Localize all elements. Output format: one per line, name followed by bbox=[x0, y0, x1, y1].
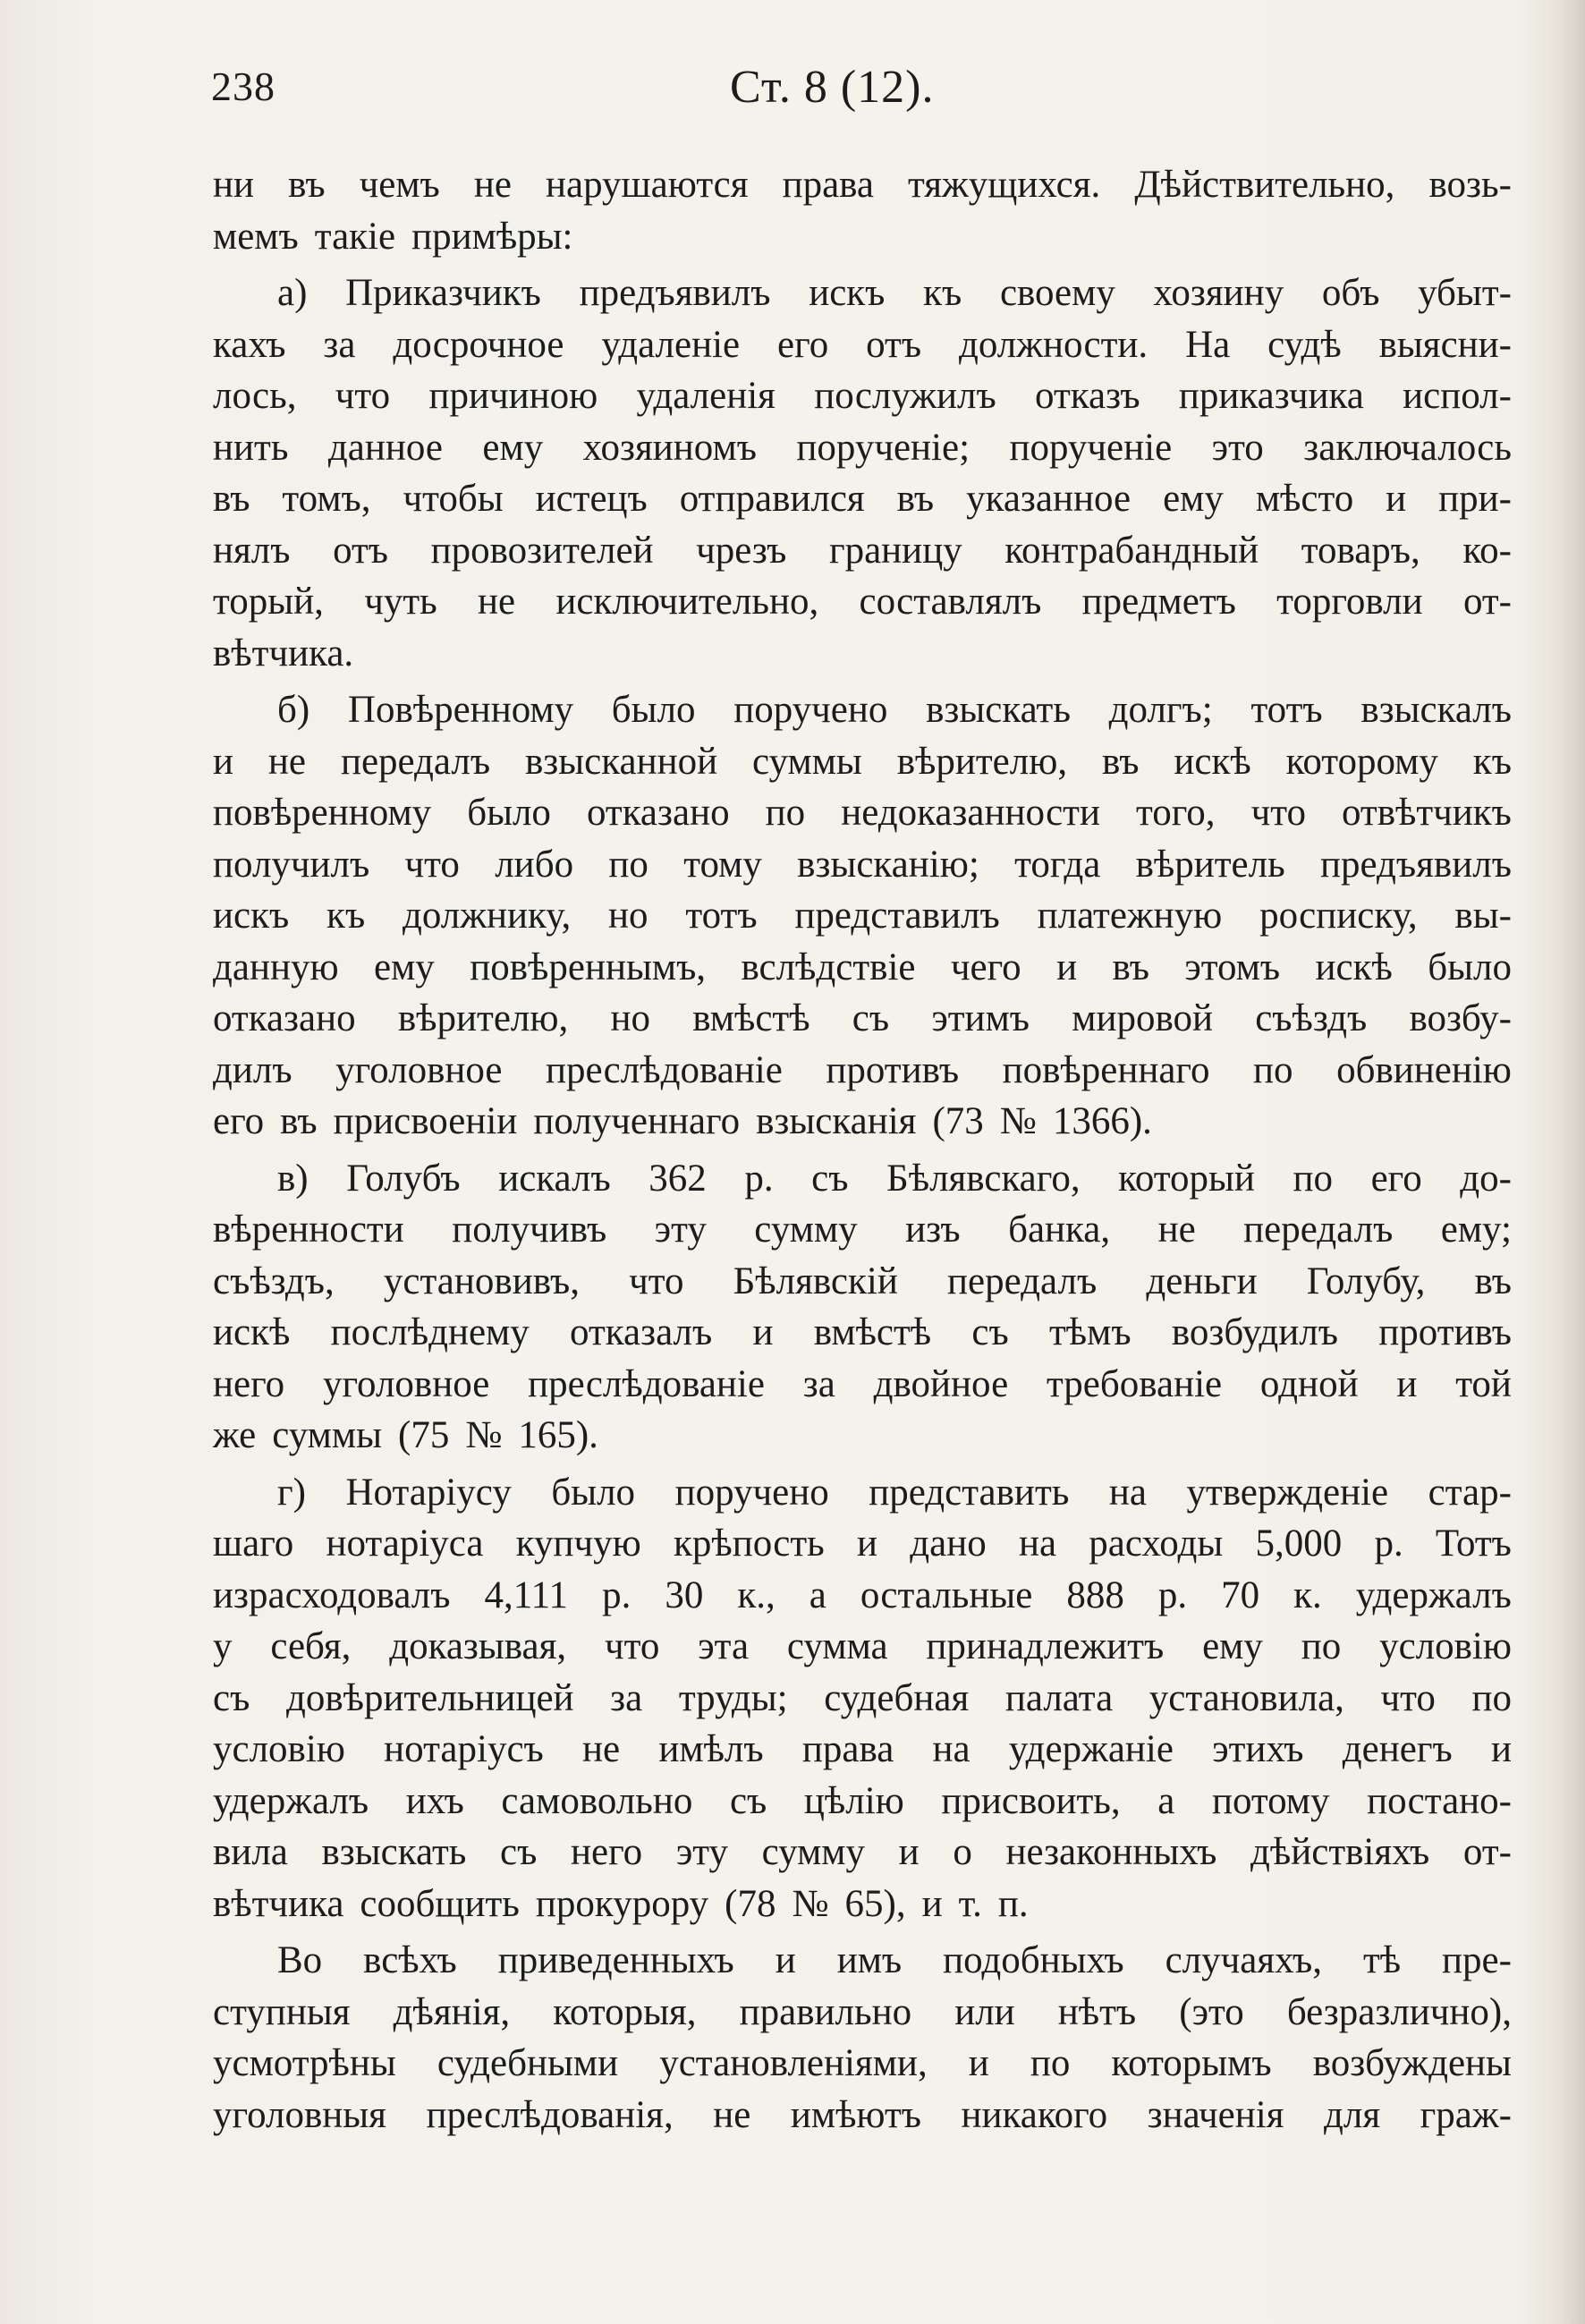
text-line: торый, чуть не исключительно, составлялъ предметъ торговли от- bbox=[213, 581, 1512, 623]
text-line: кахъ за досрочное удаленіе его отъ должности. На судѣ выясни- bbox=[213, 323, 1512, 366]
text-line: и не передалъ взысканной суммы вѣрителю, въ искѣ которому къ bbox=[213, 740, 1512, 783]
binding-shadow bbox=[1522, 0, 1585, 2324]
text-line: повѣренному было отказано по недоказанности того, что отвѣтчикъ bbox=[213, 792, 1512, 834]
text-line: Во всѣхъ приведенныхъ и имъ подобныхъ случаяхъ, тѣ пре- bbox=[277, 1939, 1512, 1981]
text-line: удержалъ ихъ самовольно съ цѣлію присвоить, а потому постано- bbox=[213, 1779, 1512, 1822]
text-line: же суммы (75 № 165). bbox=[213, 1414, 598, 1456]
text-line: получилъ что либо по тому взысканію; тогда вѣритель предъявилъ bbox=[213, 843, 1512, 886]
paragraph bbox=[213, 1935, 1512, 2141]
running-head: Ст. 8 (12). bbox=[730, 62, 935, 113]
text-line: ступныя дѣянія, которыя, правильно или нѣтъ (это безразлично), bbox=[213, 1990, 1512, 2033]
text-line: мемъ такіе примѣры: bbox=[213, 215, 573, 258]
text-line: вѣтчика сообщить прокурору (78 № 65), и т. п. bbox=[213, 1882, 1029, 1925]
text-line: б) Повѣренному было поручено взыскать долгъ; тотъ взыскалъ bbox=[277, 689, 1512, 731]
text-line: отказано вѣрителю, но вмѣстѣ съ этимъ мировой съѣздъ возбу- bbox=[213, 997, 1512, 1039]
page-header bbox=[211, 55, 1517, 136]
text-line: усмотрѣны судебными установленіями, и по которымъ возбуждены bbox=[213, 2042, 1512, 2084]
text-line: ни въ чемъ не нарушаются права тяжущихся. Дѣйствительно, возь- bbox=[213, 164, 1512, 206]
paragraph bbox=[213, 684, 1512, 1148]
paragraph bbox=[213, 1153, 1512, 1462]
text-line: въ томъ, чтобы истецъ отправился въ указанное ему мѣсто и при- bbox=[213, 478, 1512, 520]
text-line: вѣтчика. bbox=[213, 632, 354, 674]
text-line: вила взыскать съ него эту сумму и о незаконныхъ дѣйствіяхъ от- bbox=[213, 1831, 1512, 1873]
body-text bbox=[213, 159, 1512, 2141]
text-line: а) Приказчикъ предъявилъ искъ къ своему хозяину объ убыт- bbox=[277, 272, 1512, 314]
text-line: искѣ послѣднему отказалъ и вмѣстѣ съ тѣмъ возбудилъ противъ bbox=[213, 1311, 1512, 1353]
page-number: 238 bbox=[211, 64, 275, 109]
text-line: уголовныя преслѣдованія, не имѣютъ никакого значенія для граж- bbox=[213, 2093, 1512, 2136]
text-line: данную ему повѣреннымъ, вслѣдствіе чего и въ этомъ искѣ было bbox=[213, 946, 1512, 988]
paragraph bbox=[213, 159, 1512, 262]
text-line: в) Голубъ искалъ 362 р. съ Бѣлявскаго, который по его до- bbox=[277, 1157, 1512, 1200]
text-line: г) Нотаріусу было поручено представить на утвержденіе стар- bbox=[277, 1471, 1512, 1514]
paragraph bbox=[213, 1467, 1512, 1930]
text-line: него уголовное преслѣдованіе за двойное требованіе одной и той bbox=[213, 1362, 1512, 1405]
paragraph bbox=[213, 267, 1512, 679]
text-line: у себя, доказывая, что эта сумма принадлежитъ ему по условію bbox=[213, 1625, 1512, 1667]
text-line: искъ къ должнику, но тотъ представилъ платежную росписку, вы- bbox=[213, 895, 1512, 937]
text-line: его въ присвоеніи полученнаго взысканія (73 № 1366). bbox=[213, 1100, 1152, 1142]
text-line: съ довѣрительницей за труды; судебная палата установила, что по bbox=[213, 1676, 1512, 1719]
text-line: нить данное ему хозяиномъ порученіе; порученіе это заключалось bbox=[213, 426, 1512, 469]
text-line: лось, что причиною удаленія послужилъ отказъ приказчика испол- bbox=[213, 375, 1512, 417]
text-line: съѣздъ, установивъ, что Бѣлявскій передалъ деньги Голубу, въ bbox=[213, 1260, 1512, 1302]
text-line: шаго нотаріуса купчую крѣпость и дано на расходы 5,000 р. Тотъ bbox=[213, 1522, 1512, 1565]
text-line: дилъ уголовное преслѣдованіе противъ повѣреннаго по обвиненію bbox=[213, 1048, 1512, 1091]
text-line: условію нотаріусъ не имѣлъ права на удержаніе этихъ денегъ и bbox=[213, 1728, 1512, 1770]
text-line: вѣренности получивъ эту сумму изъ банка, не передалъ ему; bbox=[213, 1209, 1512, 1251]
text-line: нялъ отъ провозителей чрезъ границу контрабандный товаръ, ко- bbox=[213, 529, 1512, 572]
text-line: израсходовалъ 4,111 р. 30 к., а остальные 888 р. 70 к. удержалъ bbox=[213, 1573, 1512, 1616]
